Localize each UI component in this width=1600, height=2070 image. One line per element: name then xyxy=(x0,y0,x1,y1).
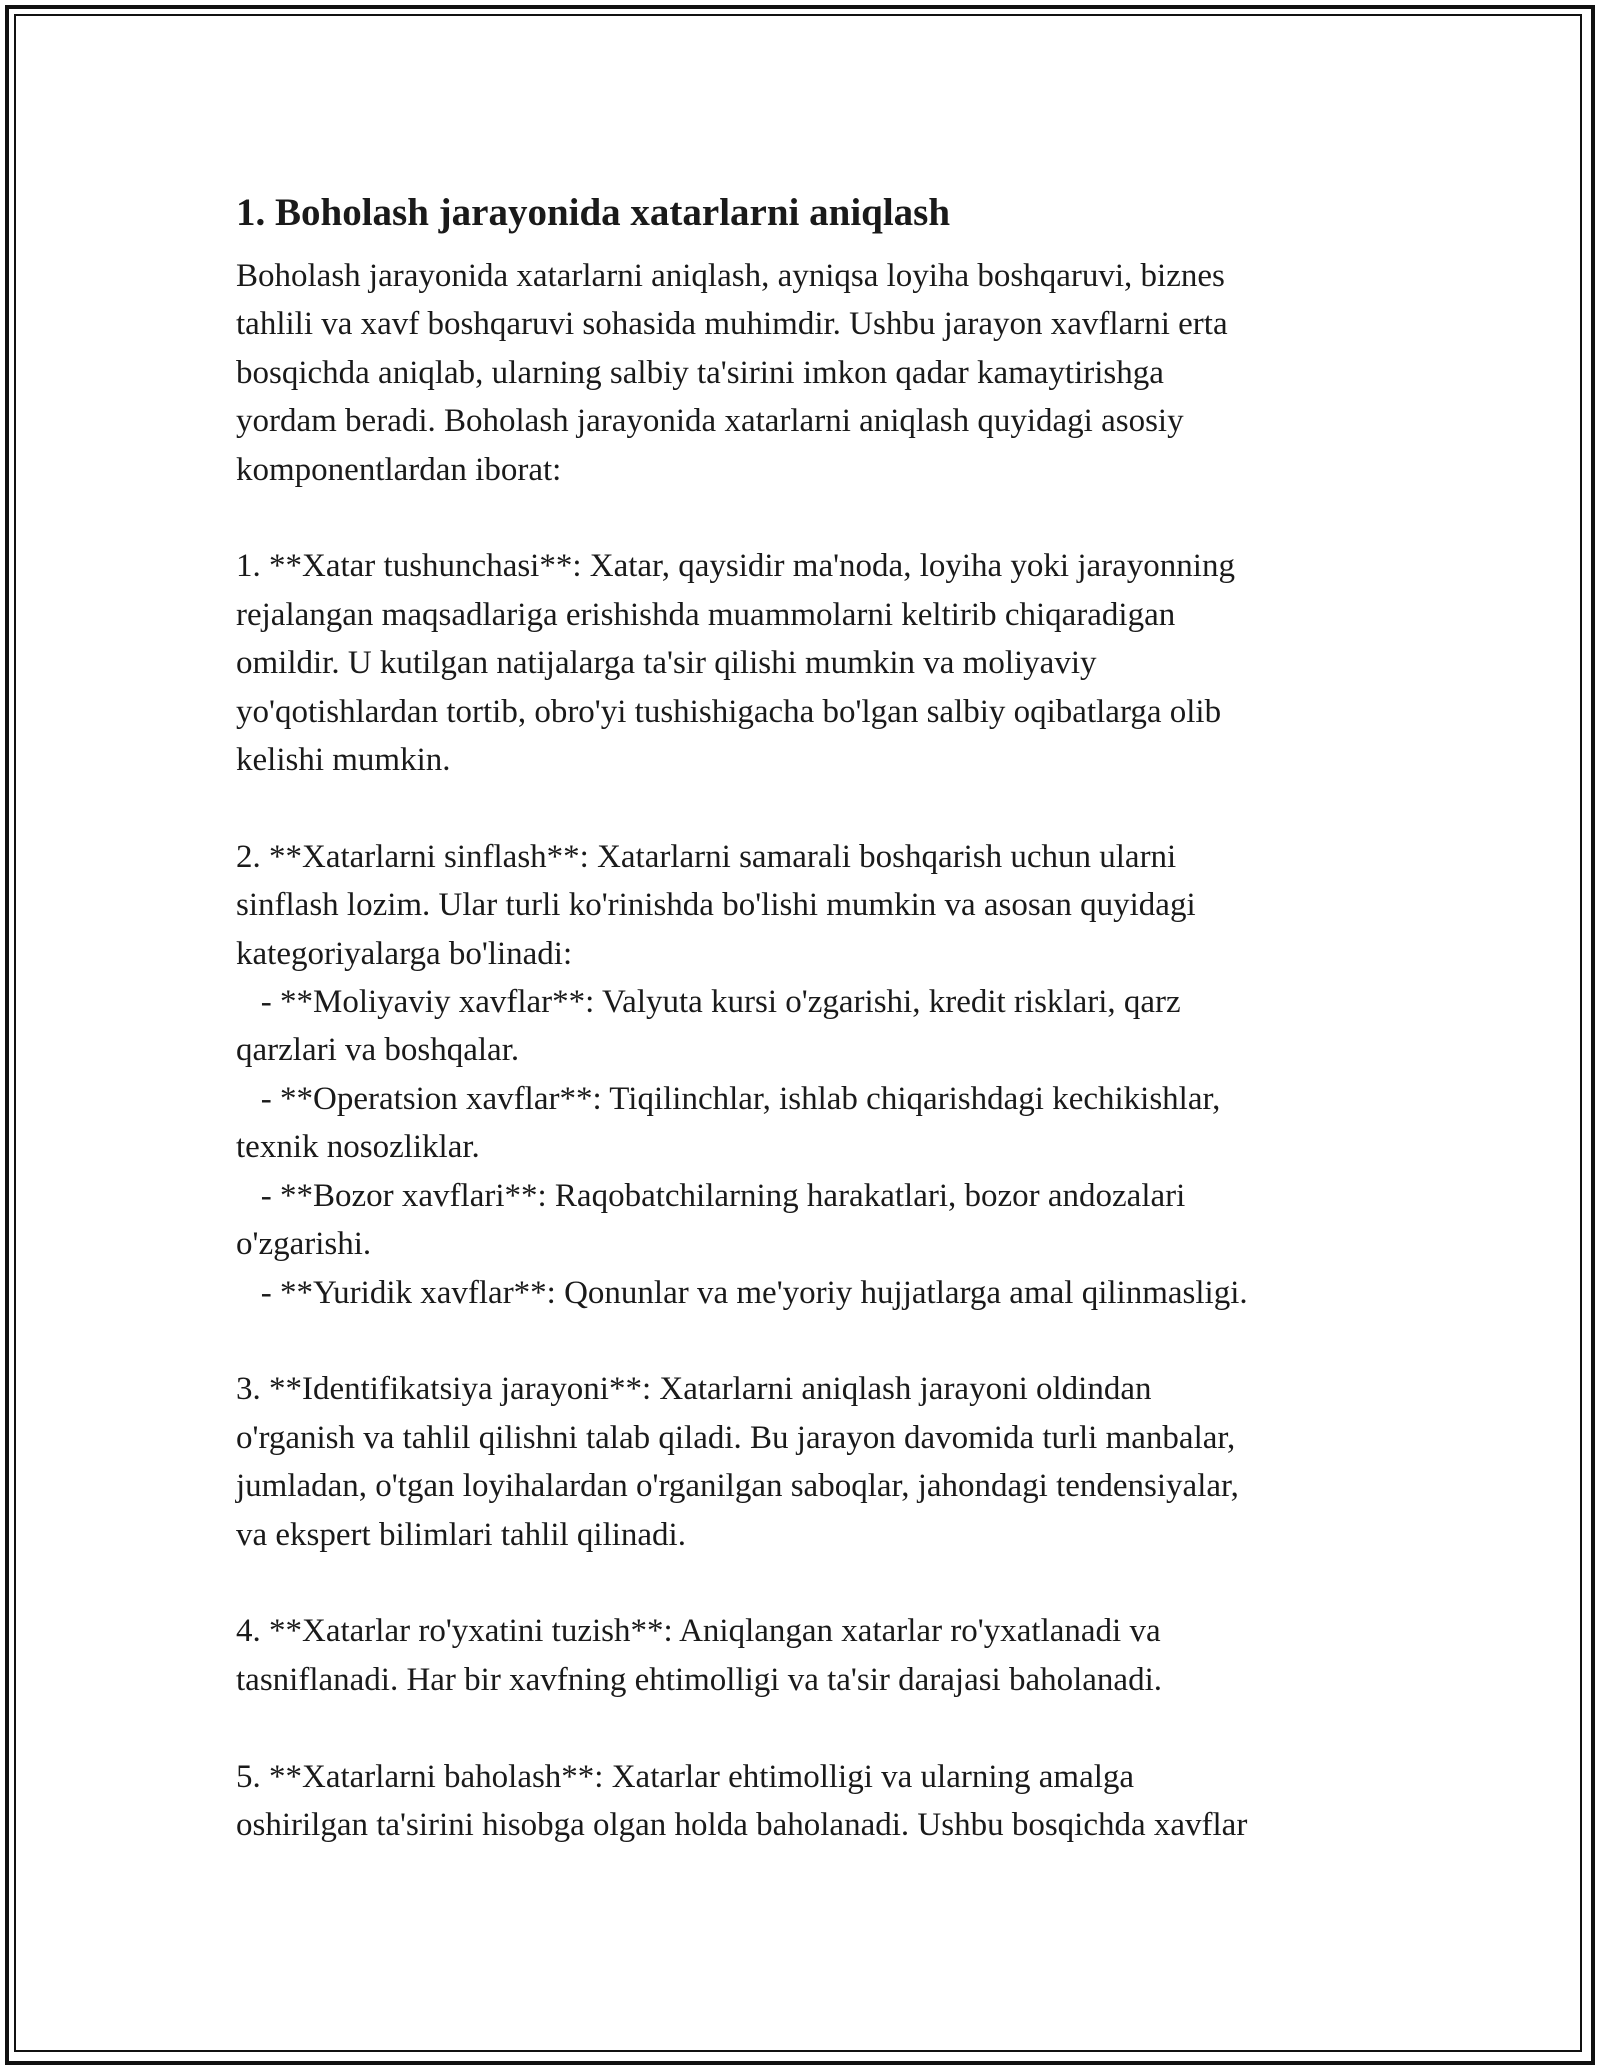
section-risk-classification xyxy=(236,833,1396,1317)
text-line: o'rganish va tahlil qilishni talab qiladi. Bu jarayon davomida turli manbalar, xyxy=(236,1419,1236,1456)
text-line: va ekspert bilimlari tahlil qilinadi. xyxy=(236,1516,686,1553)
text-line: 2. **Xatarlarni sinflash**: Xatarlarni samarali boshqarish uchun ularni xyxy=(236,838,1177,875)
paragraph-gap xyxy=(236,1317,1396,1365)
list-item-market: - **Bozor xavflari**: Raqobatchilarning harakatlari, bozor andozalari xyxy=(236,1177,1186,1214)
text-line: tahlili va xavf boshqaruvi sohasida muhimdir. Ushbu jarayon xavflarni erta xyxy=(236,306,1228,343)
section-risk-concept xyxy=(236,542,1396,784)
text-line: 3. **Identifikatsiya jarayoni**: Xatarlarni aniqlash jarayoni oldindan xyxy=(236,1371,1152,1408)
text-line: yordam beradi. Boholash jarayonida xatarlarni aniqlash quyidagi asosiy xyxy=(236,403,1184,440)
text-line: 5. **Xatarlarni baholash**: Xatarlar ehtimolligi va ularning amalga xyxy=(236,1758,1135,1795)
text-line: kelishi mumkin. xyxy=(236,742,451,779)
paragraph-gap xyxy=(236,1559,1396,1607)
text-line: komponentlardan iborat: xyxy=(236,451,562,488)
section-risk-register xyxy=(236,1607,1396,1704)
list-item-legal: - **Yuridik xavflar**: Qonunlar va me'yoriy hujjatlarga amal qilinmasligi. xyxy=(236,1274,1248,1311)
list-item-operational: - **Operatsion xavflar**: Tiqilinchlar, ishlab chiqarishdagi kechikishlar, xyxy=(236,1080,1221,1117)
text-line: rejalangan maqsadlariga erishishda muammolarni keltirib chiqaradigan xyxy=(236,596,1176,633)
text-line: qarzlari va boshqalar. xyxy=(236,1032,520,1069)
text-line: oshirilgan ta'sirini hisobga olgan holda baholanadi. Ushbu bosqichda xavflar xyxy=(236,1806,1248,1843)
list-item-financial: - **Moliyaviy xavflar**: Valyuta kursi o'zgarishi, kredit risklari, qarz xyxy=(236,984,1181,1021)
section-risk-assessment xyxy=(236,1753,1396,1850)
document-title: 1. Boholash jarayonida xatarlarni aniqlash xyxy=(236,191,951,234)
text-line: tasniflanadi. Har bir xavfning ehtimolligi va ta'sir darajasi baholanadi. xyxy=(236,1661,1162,1698)
text-line: Boholash jarayonida xatarlarni aniqlash, ayniqsa loyiha boshqaruvi, biznes xyxy=(236,258,1225,294)
text-line: 1. **Xatar tushunchasi**: Xatar, qaysidir ma'noda, loyiha yoki jarayonning xyxy=(236,548,1235,585)
paragraph-gap xyxy=(236,1704,1396,1752)
text-line: o'zgarishi. xyxy=(236,1226,372,1263)
text-line: 4. **Xatarlar ro'yxatini tuzish**: Aniqlangan xatarlar ro'yxatlanadi va xyxy=(236,1613,1161,1650)
text-line: texnik nosozliklar. xyxy=(236,1129,480,1166)
document-body xyxy=(236,186,1396,1849)
text-line: jumladan, o'tgan loyihalardan o'rganilgan saboqlar, jahondagi tendensiyalar, xyxy=(236,1468,1239,1505)
text-line: omildir. U kutilgan natijalarga ta'sir qilishi mumkin va moliyaviy xyxy=(236,645,1097,682)
intro-paragraph xyxy=(236,252,1396,494)
text-line: yo'qotishlardan tortib, obro'yi tushishigacha bo'lgan salbiy oqibatlarga olib xyxy=(236,693,1222,730)
text-line: bosqichda aniqlab, ularning salbiy ta'sirini imkon qadar kamaytirishga xyxy=(236,354,1164,391)
section-identification-process xyxy=(236,1365,1396,1559)
paragraph-gap xyxy=(236,494,1396,542)
text-line: sinflash lozim. Ular turli ko'rinishda bo'lishi mumkin va asosan quyidagi xyxy=(236,887,1196,924)
text-line: kategoriyalarga bo'linadi: xyxy=(236,935,573,972)
paragraph-gap xyxy=(236,784,1396,832)
